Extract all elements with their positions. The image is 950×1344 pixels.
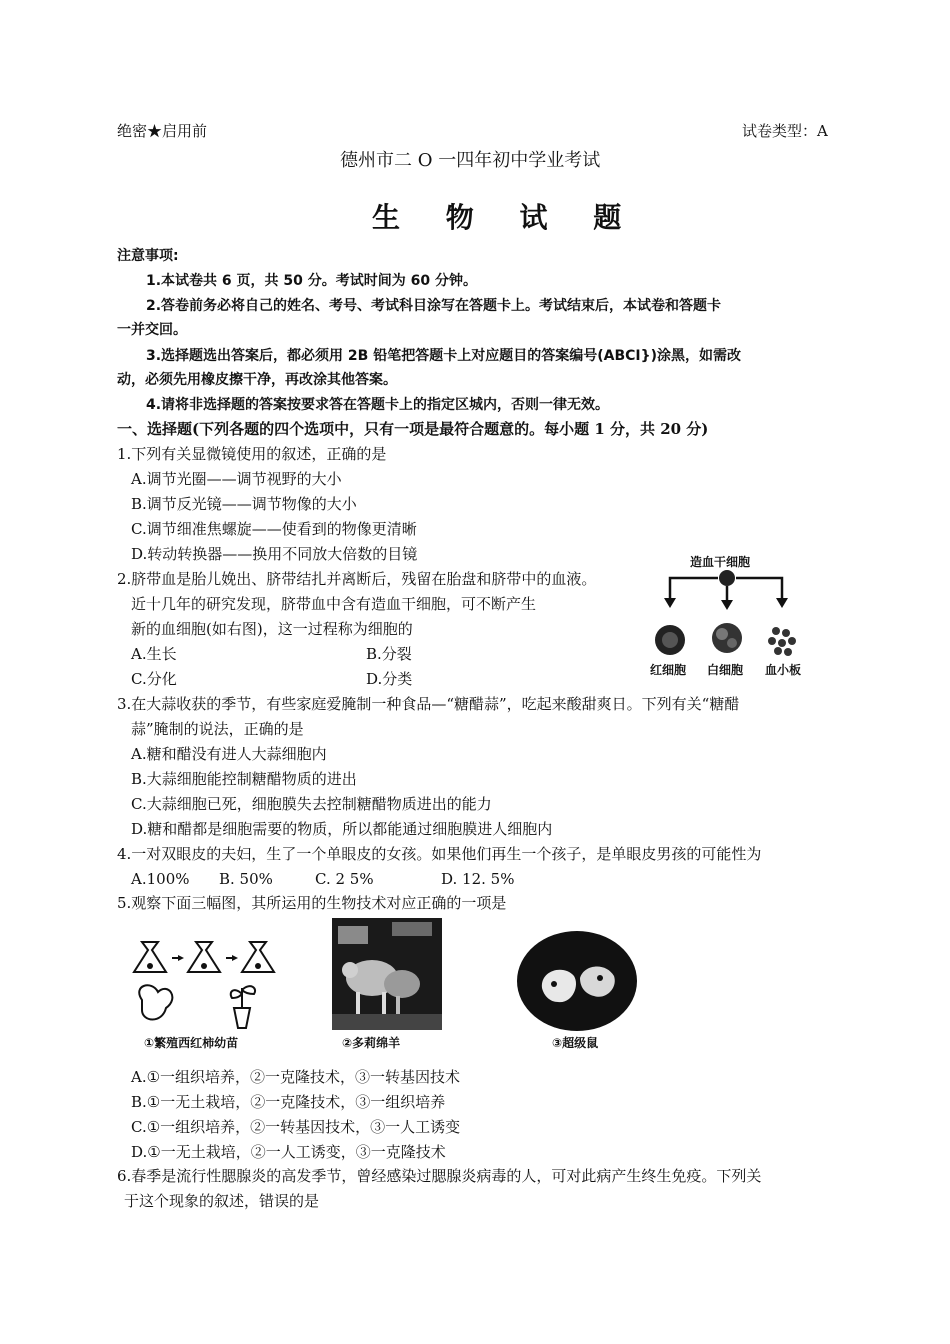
super-mouse-image: [514, 930, 640, 1055]
question-5-stem: 5.观察下面三幅图，其所运用的生物技术对应正确的一项是: [117, 894, 507, 912]
question-3-option-d: D.糖和醋都是细胞需要的物质，所以都能通过细胞膜进人细胞内: [131, 820, 553, 838]
question-2-option-d: D.分类: [366, 670, 413, 688]
section-heading: 一、选择题(下列各题的四个选项中，只有一项是最符合题意的。每小题 1 分，共 20 分): [117, 420, 709, 438]
question-4-option-b: B. 50%: [219, 870, 273, 888]
question-2-option-b: B.分裂: [366, 645, 412, 663]
question-5-option-a: A.①一组织培养，②一克隆技术，③一转基因技术: [131, 1068, 461, 1086]
question-2-stem-line: 2.脐带血是胎儿娩出、脐带结扎并离断后，残留在胎盘和脐带中的血液。: [117, 570, 597, 588]
exam-title: 德州市二 O 一四年初中学业考试: [340, 150, 601, 171]
tomato-propagation-image: [122, 930, 282, 1055]
question-1-option-c: C.调节细准焦螺旋——使看到的物像更清晰: [131, 520, 417, 538]
question-6-stem-line: 于这个现象的叙述，错误的是: [124, 1192, 320, 1210]
question-3-option-b: B.大蒜细胞能控制糖醋物质的进出: [131, 770, 357, 788]
platelet-label: 血小板: [765, 663, 802, 677]
question-1-option-d: D.转动转换器——换用不同放大倍数的目镜: [131, 545, 418, 563]
white-cell-label: 白细胞: [707, 663, 744, 677]
question-5-option-b: B.①一无土栽培，②一克隆技术，③一组织培养: [131, 1093, 446, 1111]
red-cell-label: 红细胞: [650, 663, 687, 677]
question-2-option-a: A.生长: [131, 645, 177, 663]
note-item: 一并交回。: [117, 322, 187, 338]
question-1-stem: 1.下列有关显微镜使用的叙述，正确的是: [117, 445, 387, 463]
question-3-option-c: C.大蒜细胞已死，细胞膜失去控制糖醋物质进出的能力: [131, 795, 492, 813]
question-2-stem-line: 近十几年的研究发现，脐带血中含有造血干细胞，可不断产生: [131, 595, 537, 613]
question-2-option-c: C.分化: [131, 670, 177, 688]
question-4-stem: 4.一对双眼皮的夫妇，生了一个单眼皮的女孩。如果他们再生一个孩子，是单眼皮男孩的可能性为: [117, 845, 762, 863]
question-1-option-b: B.调节反光镜——调节物像的大小: [131, 495, 357, 513]
stem-cell-diagram: [640, 548, 820, 680]
notes-heading: 注意事项:: [117, 248, 179, 264]
question-1-option-a: A.调节光圈——调节视野的大小: [131, 470, 342, 488]
question-3-stem-line: 蒜”腌制的说法，正确的是: [131, 720, 304, 738]
figure-2-caption: ②多莉绵羊: [342, 1036, 401, 1050]
question-5-option-d: D.①一无土栽培，②一人工诱变，③一克隆技术: [131, 1143, 446, 1161]
subject-title: 生 物 试 题: [372, 201, 640, 234]
figure-3-caption: ③超级鼠: [552, 1036, 599, 1050]
figure-1-caption: ①繁殖西红柿幼苗: [144, 1036, 239, 1050]
question-5-option-c: C.①一组织培养，②一转基因技术，③一人工诱变: [131, 1118, 461, 1136]
note-item: 3.选择题选出答案后，都必须用 2B 铅笔把答题卡上对应题目的答案编号(ABCI})涂黑，如需改: [146, 348, 741, 364]
note-item: 2.答卷前务必将自己的姓名、考号、考试科目涂写在答题卡上。考试结束后，本试卷和答题卡: [146, 298, 722, 314]
stem-cell-label: 造血干细胞: [690, 555, 751, 569]
note-item: 1.本试卷共 6 页，共 50 分。考试时间为 60 分钟。: [146, 273, 478, 289]
paper-type-label: 试卷类型：A: [742, 122, 828, 140]
question-4-option-a: A.100%: [131, 870, 190, 888]
question-4-option-d: D. 12. 5%: [441, 870, 515, 888]
note-item: 4.请将非选择题的答案按要求答在答题卡上的指定区城内，否则一律无效。: [146, 397, 610, 413]
dolly-sheep-image: [332, 918, 442, 1053]
question-3-stem-line: 3.在大蒜收获的季节，有些家庭爱腌制一种食品—“糖醋蒜”，吃起来酸甜爽日。下列有关“糖醋: [117, 695, 740, 713]
question-3-option-a: A.糖和醋没有进人大蒜细胞内: [131, 745, 327, 763]
confidential-label: 绝密★启用前: [117, 122, 208, 140]
question-2-stem-line: 新的血细胞(如右图)，这一过程称为细胞的: [131, 620, 413, 638]
note-item: 动，必须先用橡皮擦干净，再改涂其他答案。: [117, 372, 397, 388]
question-4-option-c: C. 2 5%: [315, 870, 374, 888]
question-6-stem-line: 6.春季是流行性腮腺炎的高发季节，曾经感染过腮腺炎病毒的人，可对此病产生终生免疫。下列关: [117, 1167, 762, 1185]
